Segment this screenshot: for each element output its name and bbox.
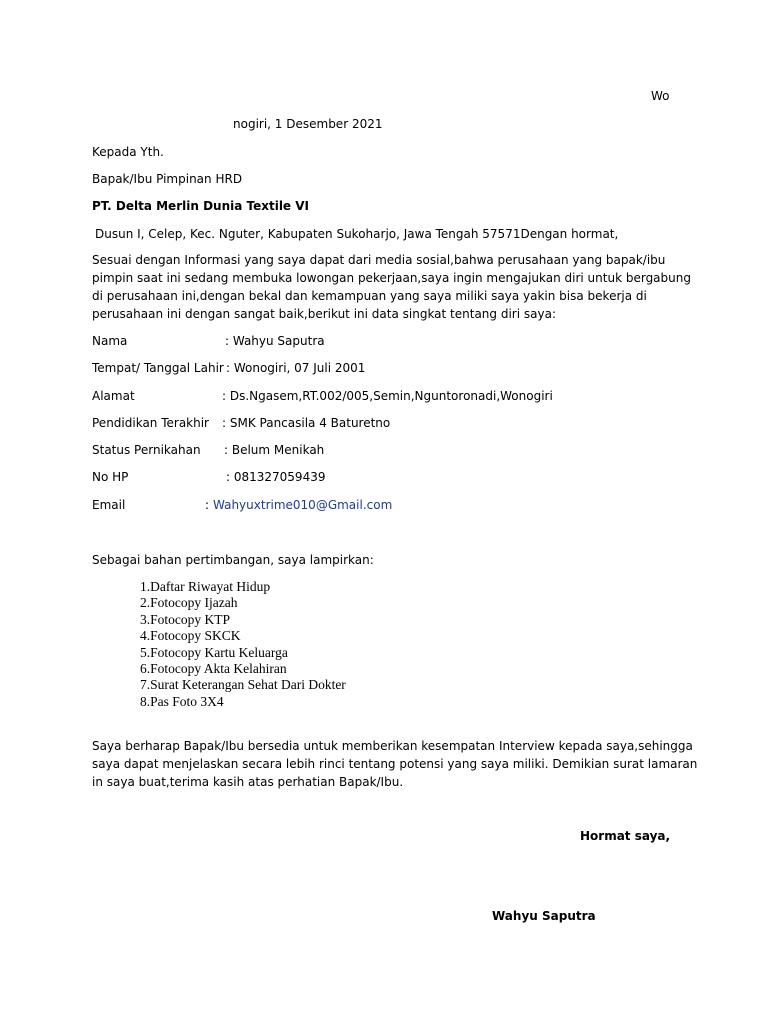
closing-line: Saya berharap Bapak/Ibu bersedia untuk memberikan kesempatan Interview kepada saya,sehingga (92, 739, 693, 753)
ttl-value: : Wonogiri, 07 Juli 2001 (226, 361, 366, 375)
intro-line: pimpin saat ini sedang membuka lowongan pekerjaan,saya ingin mengajukan diri untuk bergabung (92, 271, 691, 285)
closing-line: in saya buat,terima kasih atas perhatian Bapak/Ibu. (92, 775, 404, 789)
list-item: 4.Fotocopy SKCK (140, 628, 241, 644)
intro-line: perusahaan ini dengan sangat baik,berikut ini data singkat tentang diri saya: (92, 307, 556, 321)
list-item: 7.Surat Keterangan Sehat Dari Dokter (140, 677, 346, 693)
list-item: 8.Pas Foto 3X4 (140, 693, 224, 709)
recipient-attention: Bapak/Ibu Pimpinan HRD (92, 172, 243, 186)
recipient-company: PT. Delta Merlin Dunia Textile VI (92, 199, 310, 213)
list-item: 1.Daftar Riwayat Hidup (140, 579, 271, 594)
alamat-label: Alamat (92, 389, 135, 403)
pendidikan-label: Pendidikan Terakhir (92, 416, 209, 430)
intro-line: di perusahaan ini,dengan bekal dan kemampuan yang saya miliki saya yakin bisa bekerja di (92, 289, 647, 303)
list-item: 5.Fotocopy Kartu Keluarga (140, 644, 288, 660)
status-value: : Belum Menikah (224, 443, 325, 457)
status-label: Status Pernikahan (92, 443, 201, 457)
letter-date: nogiri, 1 Desember 2021 (233, 117, 383, 131)
place-fragment: Wo (651, 89, 670, 103)
list-item: 3.Fotocopy KTP (140, 611, 231, 627)
nama-value: : Wahyu Saputra (225, 334, 325, 348)
intro-paragraph (92, 251, 691, 323)
attachments-intro: Sebagai bahan pertimbangan, saya lampirkan: (92, 553, 374, 567)
list-item: 6.Fotocopy Akta Kelahiran (140, 661, 287, 677)
hp-label: No HP (92, 470, 129, 484)
alamat-value: : Ds.Ngasem,RT.002/005,Semin,Nguntoronadi,Wonogiri (222, 389, 553, 403)
email-colon: : (205, 498, 210, 512)
list-item: 2.Fotocopy Ijazah (140, 595, 238, 611)
attachments-list (140, 579, 346, 710)
signature-name: Wahyu Saputra (492, 909, 596, 923)
email-link[interactable]: Wahyuxtrime010@Gmail.com (213, 498, 393, 512)
hp-value: : 081327059439 (226, 470, 326, 484)
pendidikan-value: : SMK Pancasila 4 Baturetno (222, 416, 391, 430)
closing-line: saya dapat menjelaskan secara lebih rinci tentang potensi yang saya miliki. Demikian surat lamaran (92, 757, 698, 771)
recipient-address: Dusun I, Celep, Kec. Nguter, Kabupaten Sukoharjo, Jawa Tengah 57571Dengan hormat, (95, 227, 619, 241)
signature-closing: Hormat saya, (580, 829, 671, 843)
email-label: Email (92, 498, 126, 512)
recipient-to: Kepada Yth. (92, 145, 164, 159)
ttl-label: Tempat/ Tanggal Lahir (92, 361, 224, 375)
closing-paragraph (92, 737, 697, 791)
intro-line: Sesuai dengan Informasi yang saya dapat dari media sosial,bahwa perusahaan yang bapak/ibu (92, 253, 666, 267)
nama-label: Nama (92, 334, 128, 348)
